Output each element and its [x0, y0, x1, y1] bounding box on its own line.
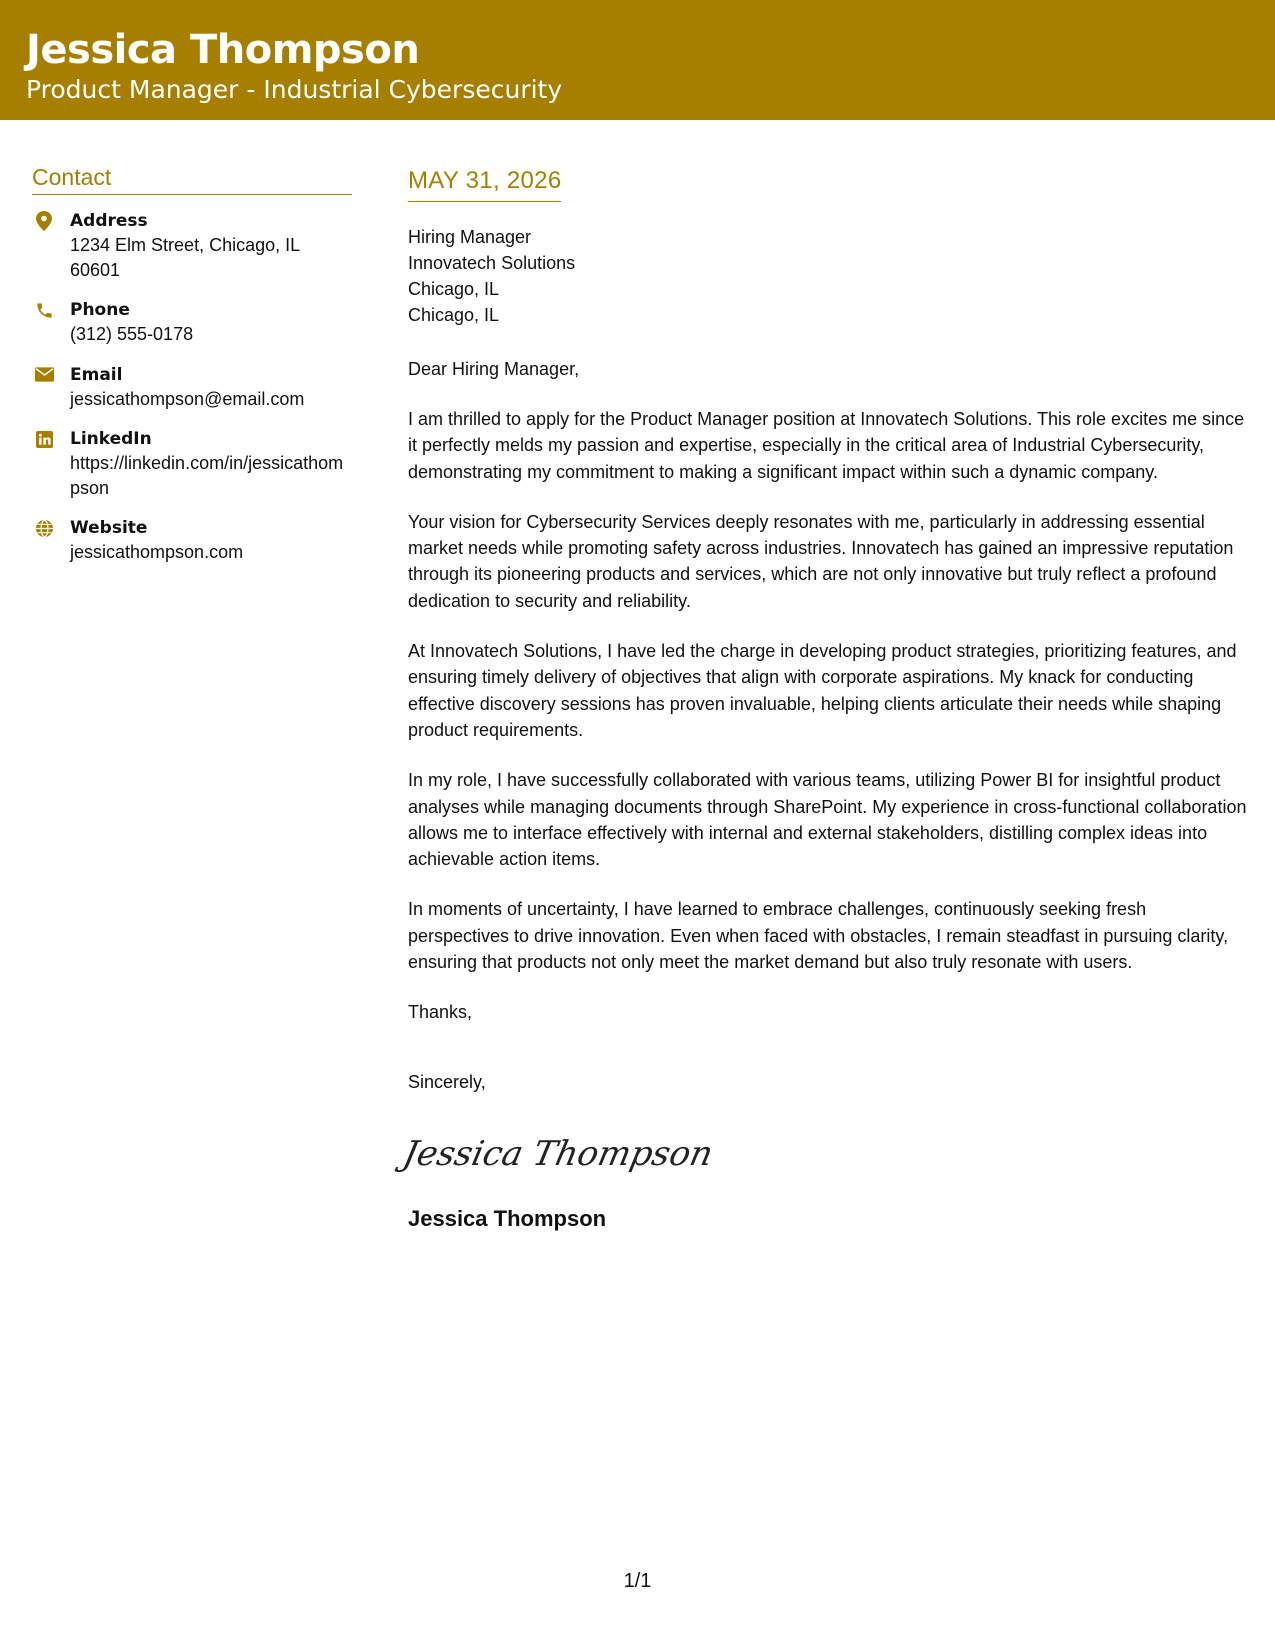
- letter-date: MAY 31, 2026: [408, 167, 562, 194]
- contact-email: [32, 363, 352, 412]
- contact-sidebar: [32, 162, 352, 581]
- contact-list: [32, 209, 352, 565]
- envelope-icon: [34, 365, 54, 385]
- body-paragraph: I am thrilled to apply for the Product Manager position at Innovatech Solutions. This role excites me since it perfectly melds my passion and expertise, especially in the critical area of Industrial Cybersecurity, demonstrating my commitment to making a significant impact within such a dynamic company.: [408, 409, 1245, 482]
- body-paragraph: In moments of uncertainty, I have learned to embrace challenges, continuously seeking fresh perspectives to drive innovation. Even when faced with obstacles, I remain steadfast in pursuing clarity, ensuring that products not only meet the market demand but also truly resonate with users.: [408, 899, 1229, 973]
- contact-email-label: Email: [70, 364, 123, 385]
- date-block: [408, 166, 561, 202]
- recipient-line: Hiring Manager: [408, 227, 532, 247]
- contact-website: [32, 516, 352, 565]
- phone-icon: [34, 300, 54, 320]
- contact-website-value[interactable]: jessicathompson.com: [70, 542, 244, 562]
- body-paragraph: At Innovatech Solutions, I have led the charge in developing product strategies, prioritizing features, and ensuring timely delivery of objectives that align with corporate aspirations. My knack for conducting effective discovery sessions has proven invaluable, helping clients articulate their needs while shaping product requirements.: [408, 641, 1237, 740]
- contact-phone-value: (312) 555-0178: [70, 324, 194, 344]
- applicant-name: Jessica Thompson: [26, 27, 420, 73]
- body-paragraph: Your vision for Cybersecurity Services deeply resonates with me, particularly in addressing essential market needs while promoting safety across industries. Innovatech has gained an impressive reputation through its pioneering products and services, which are not only innovative but truly reflect a profound dedication to security and reliability.: [408, 511, 1234, 611]
- contact-website-label: Website: [70, 518, 148, 538]
- contact-linkedin-value[interactable]: https://linkedin.com/in/jessicathompson: [70, 453, 344, 498]
- contact-address-value: 1234 Elm Street, Chicago, IL 60601: [70, 235, 300, 280]
- contact-linkedin: [32, 427, 352, 500]
- page-number: 1/1: [623, 1570, 652, 1592]
- body-paragraph: In my role, I have successfully collaborated with various teams, utilizing Power BI for insightful product analyses while managing documents through SharePoint. My experience in cross-functional collaboration allows me to interface effectively with internal and external stakeholders, distilling complex ideas into achievable action items.: [408, 770, 1247, 870]
- recipient-block: [408, 224, 1248, 328]
- applicant-title: Product Manager - Industrial Cybersecurity: [26, 75, 563, 104]
- letter-body: [399, 166, 1248, 1233]
- map-pin-icon: [34, 211, 54, 231]
- closing-line: Sincerely,: [408, 1072, 486, 1093]
- recipient-line: Chicago, IL: [408, 279, 500, 299]
- contact-address: [32, 209, 352, 282]
- contact-phone-label: Phone: [70, 300, 130, 320]
- recipient-line: Chicago, IL: [408, 305, 500, 325]
- linkedin-icon: [34, 429, 54, 449]
- contact-address-label: Address: [70, 211, 148, 231]
- signature-text: Jessica Thompson: [399, 1134, 717, 1175]
- recipient-line: Innovatech Solutions: [408, 253, 576, 273]
- salutation: Dear Hiring Manager,: [408, 359, 580, 379]
- thanks-line: Thanks,: [408, 1002, 473, 1023]
- header-banner: [0, 0, 1275, 120]
- contact-linkedin-label: LinkedIn: [70, 429, 152, 449]
- contact-email-value: jessicathompson@email.com: [70, 388, 305, 409]
- globe-icon: [34, 518, 54, 538]
- contact-heading: Contact: [32, 162, 352, 195]
- handwritten-signature: [399, 1125, 1248, 1181]
- signer-name: Jessica Thompson: [408, 1206, 607, 1232]
- contact-phone: [32, 298, 352, 347]
